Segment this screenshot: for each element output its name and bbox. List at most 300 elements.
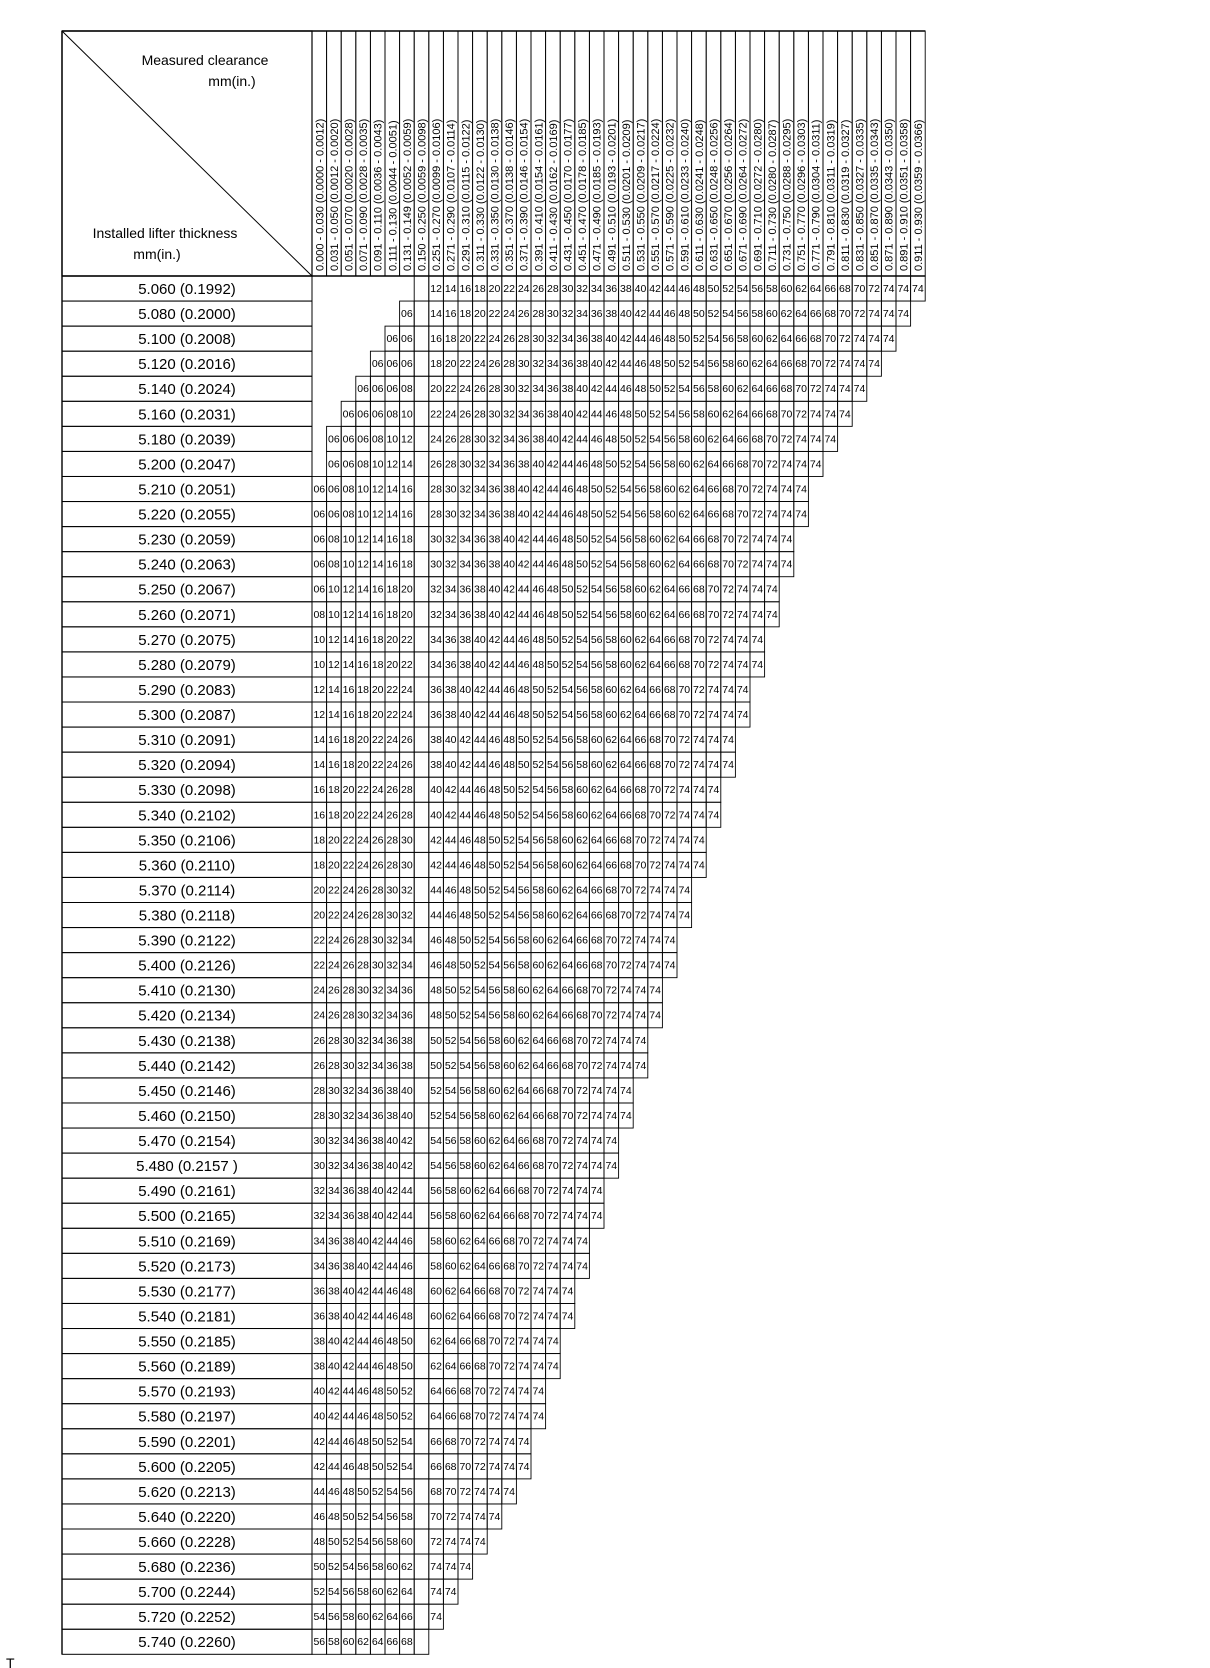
cell-value: 72 [547,1210,559,1223]
table-row [62,1028,648,1053]
cell-value: 64 [795,308,807,321]
cell-value: 60 [430,1285,442,1298]
cell-value: 54 [532,809,545,822]
cell-value: 64 [809,283,822,295]
cell-value: 54 [678,383,691,396]
row-label: 5.510 (0.2169) [138,1233,236,1251]
blank-standard-cell [414,1278,429,1303]
table-row [62,577,779,602]
cell-value: 74 [561,1185,574,1198]
cell-value: 50 [474,909,486,922]
cell-value: 52 [430,1084,442,1097]
cell-value: 74 [547,1360,559,1373]
cell-value: 62 [663,533,676,546]
cell-value: 36 [590,308,603,321]
cell-value: 62 [488,1160,501,1173]
column-header-label: 0.691 - 0.710 (0.0272 - 0.0280) [752,118,765,271]
cell-value: 30 [561,283,574,295]
column-header-label: 0.491 - 0.510 (0.0193 - 0.0201) [606,118,619,271]
cell-value: 70 [707,583,720,596]
blank-standard-cell [414,852,429,877]
cell-value: 64 [736,408,749,421]
cell-value: 74 [576,1160,588,1173]
cell-value: 40 [313,1410,326,1423]
cell-value: 50 [561,583,574,596]
cell-value: 50 [605,458,618,471]
cell-value: 36 [503,458,515,471]
cell-value: 32 [459,483,472,496]
cell-value: 66 [663,633,676,646]
cell-value: 62 [547,934,559,947]
cell-value: 36 [401,1009,413,1022]
cell-value: 68 [824,308,837,321]
cell-value: 72 [503,1360,515,1373]
cell-value: 36 [474,533,486,546]
cell-value: 68 [693,608,705,621]
cell-value: 70 [590,984,603,997]
cell-value: 34 [342,1135,355,1148]
cell-value: 46 [357,1385,369,1398]
cell-value: 68 [678,633,691,646]
cell-value: 60 [590,759,603,772]
cell-value: 70 [488,1335,501,1348]
cell-value: 40 [620,308,632,321]
cell-value: 68 [590,959,603,972]
cell-value: 40 [430,809,442,822]
cell-value: 56 [561,734,574,747]
cell-value: 40 [576,383,588,396]
cell-value: 74 [649,884,661,897]
row-label: 5.540 (0.2181) [138,1308,236,1326]
cell-value: 28 [386,834,399,847]
cell-value: 50 [342,1510,355,1523]
cell-value: 38 [488,558,501,571]
cell-value: 42 [401,1160,413,1173]
cell-value: 62 [561,884,574,897]
cell-value: 28 [532,308,545,321]
cell-value: 52 [444,1034,457,1047]
cell-value: 52 [401,1410,413,1423]
cell-value: 74 [517,1435,530,1448]
cell-value: 68 [503,1260,515,1273]
cell-value: 42 [328,1385,340,1398]
cell-value: 12 [371,483,384,496]
cell-value: 48 [576,483,588,496]
cell-value: 22 [342,834,355,847]
cell-value: 74 [751,533,764,546]
cell-value: 58 [634,558,647,571]
cell-value: 42 [634,308,647,321]
cell-value: 20 [474,308,486,321]
row-label: 5.500 (0.2165) [138,1208,236,1226]
cell-value: 50 [386,1385,399,1398]
cell-value: 40 [517,483,530,496]
cell-value: 42 [503,608,515,621]
cell-value: 44 [386,1260,399,1273]
cell-value: 50 [693,308,705,321]
cell-value: 36 [532,408,545,421]
cell-value: 74 [707,809,720,822]
table-row [62,502,808,527]
cell-value: 16 [313,809,326,822]
cell-value: 38 [488,533,501,546]
cell-value: 08 [342,483,355,496]
cell-value: 52 [605,483,618,496]
cell-value: 68 [736,458,749,471]
cell-value: 22 [371,734,384,747]
cell-value: 40 [517,508,530,521]
cell-value: 74 [795,458,807,471]
cell-value: 74 [620,1059,632,1072]
cell-value: 52 [459,1009,472,1022]
cell-value: 46 [386,1285,399,1298]
cell-value: 58 [707,383,720,396]
blank-standard-cell [414,1078,429,1103]
cell-value: 32 [342,1109,355,1122]
cell-value: 52 [663,383,676,396]
cell-value: 64 [474,1235,486,1248]
row-label: 5.180 (0.2039) [138,431,236,449]
cell-value: 06 [386,358,399,371]
cell-value: 24 [488,333,501,346]
cell-value: 26 [342,934,355,947]
cell-value: 48 [401,1285,413,1298]
cell-value: 08 [357,458,369,471]
cell-value: 70 [693,633,705,646]
cell-value: 52 [517,809,530,822]
cell-value: 66 [474,1285,486,1298]
cell-value: 58 [605,633,618,646]
cell-value: 66 [620,784,632,797]
cell-value: 50 [328,1536,340,1548]
cell-value: 64 [561,934,574,947]
cell-value: 60 [649,533,661,546]
cell-value: 52 [693,333,705,346]
cell-value: 50 [386,1410,399,1423]
cell-value: 74 [839,358,851,371]
cell-value: 30 [517,358,530,371]
cell-value: 60 [444,1235,457,1248]
cell-value: 72 [824,358,837,371]
cell-value: 66 [561,1009,574,1022]
table-row [62,351,881,376]
cell-value: 74 [488,1435,501,1448]
cell-value: 56 [371,1536,384,1548]
cell-value: 52 [503,834,515,847]
cell-value: 26 [371,834,384,847]
cell-value: 74 [707,709,720,722]
cell-value: 48 [532,633,545,646]
cell-value: 72 [488,1385,501,1398]
cell-value: 74 [868,308,880,321]
cell-value: 64 [605,809,618,822]
cell-value: 54 [342,1561,355,1574]
cell-value: 42 [444,784,457,797]
cell-value: 22 [444,383,457,396]
cell-value: 46 [371,1335,384,1348]
cell-value: 12 [430,283,442,295]
cell-value: 68 [722,508,734,521]
cell-value: 66 [503,1210,515,1223]
cell-value: 48 [488,809,501,822]
table-row [62,852,706,877]
cell-value: 48 [444,959,457,972]
blank-standard-cell [414,577,429,602]
cell-value: 62 [401,1561,413,1574]
cell-value: 62 [590,809,603,822]
cell-value: 72 [809,383,822,396]
cell-value: 60 [736,358,749,371]
cell-value: 62 [444,1285,457,1298]
table-row [62,552,794,577]
cell-value: 32 [401,884,413,897]
cell-value: 46 [328,1485,340,1498]
cell-value: 58 [503,1009,515,1022]
cell-value: 34 [474,483,486,496]
table-row [62,1554,473,1579]
cell-value: 30 [488,408,501,421]
cell-value: 74 [605,1109,618,1122]
table-row [62,727,735,752]
cell-value: 18 [371,633,384,646]
cell-value: 32 [328,1160,340,1173]
cell-value: 70 [561,1084,574,1097]
cell-value: 56 [503,934,515,947]
cell-value: 28 [430,508,442,521]
cell-value: 34 [313,1260,326,1273]
cell-value: 40 [474,633,486,646]
cell-value: 72 [722,608,734,621]
cell-value: 48 [430,984,442,997]
cell-value: 54 [357,1536,369,1548]
cell-value: 74 [678,884,691,897]
cell-value: 68 [663,709,676,722]
cell-value: 36 [357,1135,369,1148]
cell-value: 58 [722,358,734,371]
cell-value: 28 [342,984,355,997]
blank-standard-cell [414,1103,429,1128]
cell-value: 72 [561,1135,574,1148]
cell-value: 56 [634,483,647,496]
cell-value: 56 [620,558,632,571]
cell-value: 16 [386,558,399,571]
cell-value: 42 [357,1285,369,1298]
cell-value: 72 [634,909,647,922]
cell-value: 38 [430,759,442,772]
cell-value: 50 [634,408,647,421]
blank-standard-cell [414,1203,429,1228]
cell-value: 38 [547,408,559,421]
cell-value: 54 [532,784,545,797]
cell-value: 72 [722,583,734,596]
cell-value: 20 [328,859,340,872]
row-label: 5.520 (0.2173) [138,1258,236,1276]
cell-value: 62 [605,734,618,747]
cell-value: 42 [488,633,501,646]
cell-value: 24 [459,383,472,396]
column-header-label: 0.831 - 0.850 (0.0327 - 0.0335) [854,118,867,271]
cell-value: 36 [474,558,486,571]
cell-value: 30 [532,333,545,346]
cell-value: 54 [663,408,676,421]
cell-value: 38 [620,283,632,295]
cell-value: 64 [605,784,618,797]
row-label: 5.370 (0.2114) [138,882,236,900]
cell-value: 40 [605,333,618,346]
cell-value: 18 [313,859,326,872]
cell-value: 40 [342,1310,355,1323]
cell-value: 24 [371,809,384,822]
cell-value: 40 [401,1109,413,1122]
cell-value: 74 [517,1360,530,1373]
cell-value: 74 [693,784,705,797]
cell-value: 48 [474,834,486,847]
cell-value: 74 [839,408,851,421]
cell-value: 58 [736,333,749,346]
cell-value: 44 [342,1385,355,1398]
cell-value: 34 [561,333,574,346]
cell-value: 34 [503,433,515,446]
cell-value: 56 [401,1485,413,1498]
cell-value: 60 [517,984,530,997]
cell-value: 34 [474,508,486,521]
cell-value: 72 [693,683,705,696]
cell-value: 58 [649,508,661,521]
cell-value: 62 [693,458,705,471]
cell-value: 44 [649,308,661,321]
cell-value: 46 [605,408,618,421]
cell-value: 18 [444,333,457,346]
cell-value: 64 [517,1084,530,1097]
cell-value: 34 [386,1009,399,1022]
cell-value: 74 [736,658,749,671]
cell-value: 26 [328,1009,340,1022]
cell-value: 68 [430,1485,442,1498]
row-label: 5.340 (0.2102) [138,807,236,825]
cell-value: 74 [532,1385,545,1398]
cell-value: 68 [561,1059,574,1072]
cell-value: 26 [401,759,413,772]
cell-value: 30 [357,984,369,997]
cell-value: 30 [313,1135,326,1148]
cell-value: 58 [547,834,559,847]
cell-value: 44 [401,1210,413,1223]
cell-value: 22 [357,809,369,822]
cell-value: 74 [532,1410,545,1423]
cell-value: 60 [722,383,734,396]
cell-value: 66 [751,408,764,421]
cell-value: 60 [547,884,559,897]
row-label: 5.450 (0.2146) [138,1082,236,1100]
cell-value: 08 [371,433,384,446]
cell-value: 64 [576,884,588,897]
blank-standard-cell [414,1604,429,1629]
cell-value: 74 [663,884,676,897]
cell-value: 42 [386,1185,399,1198]
cell-value: 74 [474,1510,486,1523]
column-header-label: 0.911 - 0.930 (0.0359 - 0.0366) [912,119,925,271]
cell-value: 66 [547,1059,559,1072]
cell-value: 38 [357,1185,369,1198]
cell-value: 74 [751,608,764,621]
table-row [62,752,735,777]
cell-value: 58 [474,1084,486,1097]
cell-value: 66 [590,884,603,897]
cell-value: 66 [430,1435,442,1448]
cell-value: 42 [590,383,603,396]
cell-value: 46 [532,583,545,596]
cell-value: 66 [766,383,778,396]
cell-value: 26 [328,984,340,997]
cell-value: 56 [576,683,588,696]
cell-value: 52 [678,358,691,371]
blank-standard-cell [414,1329,429,1354]
cell-value: 58 [649,483,661,496]
cell-value: 42 [371,1235,384,1248]
cell-value: 46 [576,458,588,471]
cell-value: 50 [430,1059,442,1072]
cell-value: 62 [678,508,691,521]
cell-value: 66 [532,1084,545,1097]
cell-value: 66 [444,1385,457,1398]
cell-value: 54 [444,1084,457,1097]
cell-value: 34 [576,308,588,321]
cell-value: 62 [430,1335,442,1348]
cell-value: 14 [357,583,369,596]
cell-value: 52 [401,1385,413,1398]
cell-value: 70 [459,1460,472,1473]
cell-value: 46 [561,483,574,496]
cell-value: 58 [517,934,530,947]
cell-value: 30 [401,834,413,847]
cell-value: 34 [313,1235,326,1248]
cell-value: 08 [328,558,340,571]
cell-value: 50 [459,959,472,972]
cell-value: 74 [430,1611,442,1624]
cell-value: 32 [430,583,442,596]
column-header-label: 0.791 - 0.810 (0.0311 - 0.0319) [825,119,838,271]
cell-value: 38 [328,1285,340,1298]
cell-value: 68 [532,1160,545,1173]
cell-value: 60 [576,784,588,797]
blank-standard-cell [414,652,429,677]
cell-value: 52 [474,934,486,947]
cell-value: 48 [357,1435,369,1448]
cell-value: 58 [328,1636,340,1649]
blank-standard-cell [414,527,429,552]
cell-value: 74 [517,1385,530,1398]
cell-value: 74 [444,1536,457,1548]
cell-value: 06 [357,433,369,446]
cell-value: 60 [561,859,574,872]
cell-value: 52 [547,683,559,696]
cell-value: 56 [634,508,647,521]
cell-value: 22 [401,658,413,671]
cell-value: 40 [386,1160,399,1173]
cell-value: 28 [444,458,457,471]
cell-value: 44 [488,683,501,696]
row-label: 5.270 (0.2075) [138,631,236,649]
cell-value: 12 [386,458,399,471]
cell-value: 40 [532,458,545,471]
column-header-label: 0.571 - 0.590 (0.0225 - 0.0232) [664,118,677,271]
cell-value: 42 [547,458,559,471]
cell-value: 32 [576,283,588,295]
blank-standard-cell [414,1429,429,1454]
cell-value: 12 [328,633,340,646]
cell-value: 54 [693,358,705,371]
cell-value: 70 [766,433,778,446]
